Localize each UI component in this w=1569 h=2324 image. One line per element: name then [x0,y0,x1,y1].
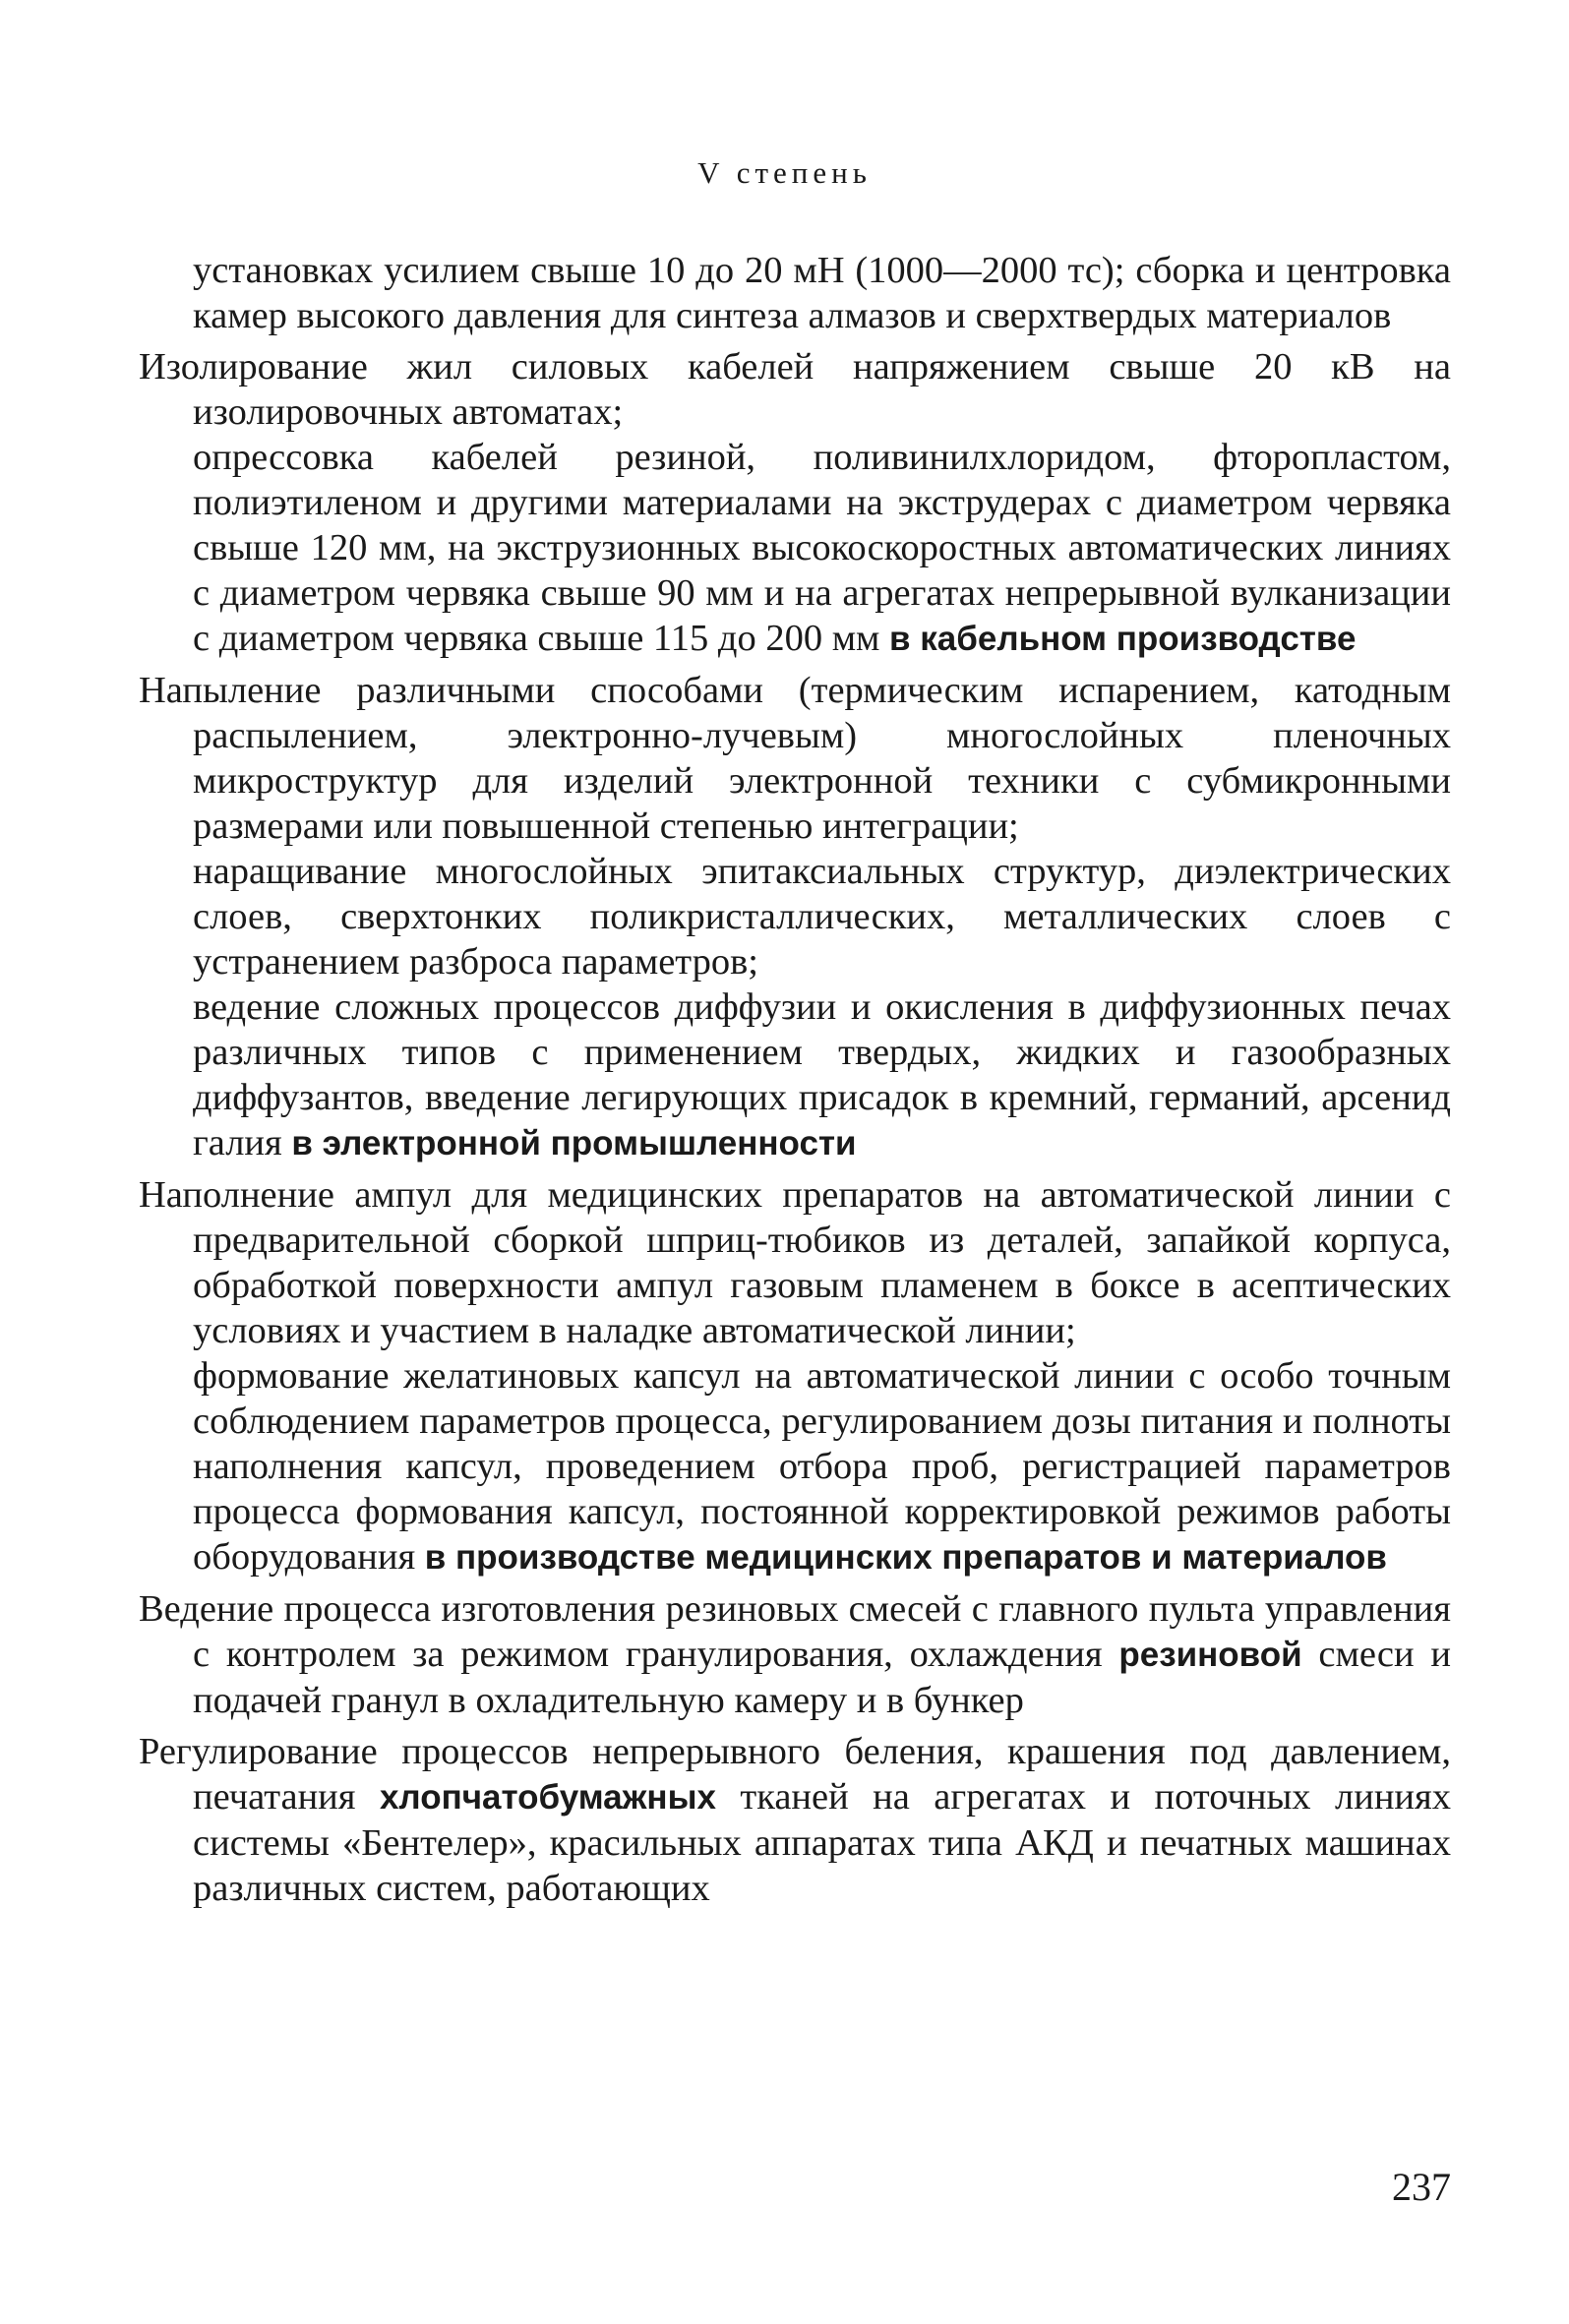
cables-sub-1-text: опрессовка кабелей резиной, поливинилхлоридом, фторопластом, полиэтиленом и другими материалами на экструдерах с диаметром червяка свыше 120 мм, на экструзионных высокоскоростных автоматических линиях с диаметром червяка свыше 90 мм и на агрегатах непрерывной вулканизации с диаметром червяка свыше 115 до 200 мм [193,437,1451,659]
textile-bold-word: хлопчатобумажных [379,1778,716,1817]
textile-text-a: Регулирование процессов непрерывного беления, крашения под давлением, печатания [139,1731,1451,1817]
medical-industry-label: в производстве медицинских препаратов и материалов [424,1538,1387,1577]
cables-lead: Изолирование жил силовых кабелей напряжением свыше 20 кВ на изолировочных автоматах; [139,346,1451,433]
electronics-sub-2 [139,984,1451,1166]
continuation-text: установках усилием свыше 10 до 20 мН (1000—2000 тс); сборка и центровка камер высокого давления для синтеза алмазов и сверхтвердых материалов [193,250,1451,336]
cables-sub-1 [139,435,1451,662]
entry-textile [139,1729,1451,1911]
electronics-lead: Напыление различными способами (термическим испарением, катодным распылением, электронно-лучевым) многослойных пленочных микроструктур для изделий электронной техники с субмикронными размерами или повышенной степенью интеграции; [139,670,1451,847]
page-content [139,248,1451,1917]
rubber-text-a: Ведение процесса изготовления резиновых смесей с главного пульта управления с контролем за режимом гранулирования, охлаждения [139,1588,1451,1675]
rubber-text-b: смеси и подачей гранул в охладительную камеру и в бункер [193,1634,1451,1721]
rubber-bold-word: резиновой [1118,1636,1302,1674]
electronics-sub-1: наращивание многослойных эпитаксиальных структур, диэлектрических слоев, сверхтонких поликристаллических, металлических слоев с устранением разброса параметров; [193,851,1451,983]
entry-medical [139,1172,1451,1580]
entry-cables [139,344,1451,662]
textile-paragraph [139,1729,1451,1911]
medical-sub-1-text: формование желатиновых капсул на автоматической линии с особо точным соблюдением параметров процесса, регулированием дозы питания и полноты наполнения капсул, проведением отбора проб, регистрацией параметров процесса формования капсул, постоянной корректировкой режимов работы оборудования [193,1355,1451,1578]
entry-continuation [139,248,1451,338]
entry-electronics [139,668,1451,1166]
electronics-industry-label: в электронной промышленности [291,1124,857,1162]
medical-lead: Наполнение ампул для медицинских препаратов на автоматической линии с предварительной сборкой шприц-тюбиков из деталей, запайкой корпуса, обработкой поверхности ампул газовым пламенем в боксе в асептических условиях и участием в наладке автоматической линии; [139,1174,1451,1351]
cables-industry-label: в кабельном производстве [889,620,1357,658]
electronics-sub-2-text: ведение сложных процессов диффузии и окисления в диффузионных печах различных типов с применением твердых, жидких и газообразных диффузантов, введение легирующих присадок в кремний, германий, арсенид галия [193,986,1451,1163]
medical-sub-1 [139,1353,1451,1580]
running-head: V степень [697,155,872,190]
page-number: 237 [1392,2165,1451,2209]
rubber-paragraph [139,1586,1451,1723]
entry-rubber [139,1586,1451,1723]
textile-text-b: тканей на агрегатах и поточных линиях системы «Бентелер», красильных аппаратах типа АКД и печатных машинах различных систем, работающих [193,1776,1451,1909]
